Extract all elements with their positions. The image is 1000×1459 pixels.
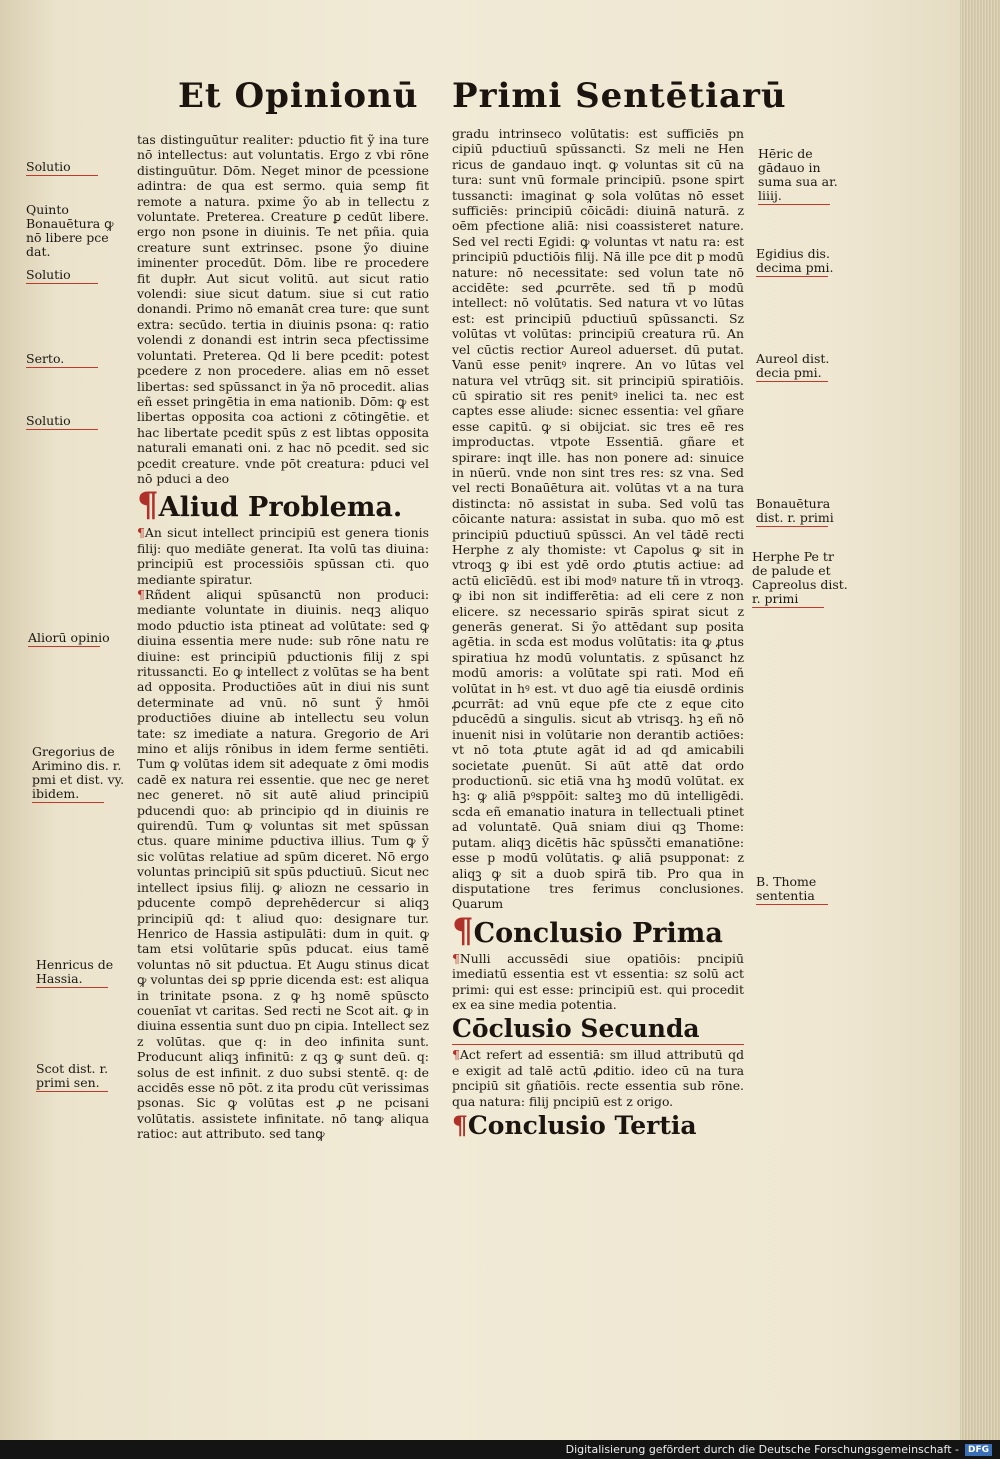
left-paragraph-3: ¶Rñdent aliqui spūsanctū non produci: mediante voluntate in diuinis. neqꝫ aliquo modo pductio ista ptineat ad volūtate: sed ꝙ diuina essentia mere nude: sub rōne natu re diuine: est principiū pductionis filij z spi ritussancti. Eo ꝙ intellect z volūtas se ha bent ad opposita. Productiōes aūt in diui nis sunt determinate ad vnū. nō sunt ỹ hmōi productiōes diuine ab intellectu seu volun tate: sz imediate a natura. Gregorio de Ari mino et alijs rōnibus in idem ferme sentiēti. Tum ꝙ volūtas idem sit adequate z ōmi modis cadē ex natura rei essentie. que nec ge neret nec generet. nō sit autē aliud principiū pducendi quo: ab principio qd in diuinis re quirendū. Tum ꝙ voluntas sit met spūssan ctus. quare minime pductiva illius. Tum ꝙ ỹ sic volūtas relatiue ad spūm diceret. Nō ergo voluntas principiū sit spūs pductiuū. Sicut nec intellect ipsius filij. ꝙ aliozn ne cessario in pducente compō deprehēdercur si aliqꝫ principiū qd: t aliud quo: designare tur. Henrico de Hassia astipulāti: dum in quit. ꝙ tam etsi volūtarie spūs pducat. eius tamē voluntas nō sit pductua. Et Augu stinus dicat ꝙ voluntas dei sꝑ pprie dicenda est: est aliqua in trinitate psona. z ꝙ hꝫ nomē spūscto couenīat vt caritas. Sed recti ne Scot ait. ꝙ in diuina essentia sunt duo pn cipia. Intellect sez z volūtas. que q: in deo infinita sunt. Producunt aliqꝫ infinitū: z qꝫ ꝙ sunt deū. q: solus de est infinit. z duo subsi stentē. q: de accidēs esse nō pōt. z ita produ cūt verissimas psonas. Sic ꝙ volūtas est ꝓ ne pcisani volūtatis. assistete infinitate. nō tanꝙ aliqua ratioc: aut attributo. sed tanꝙ <box>137 586 429 1142</box>
footer-bar <box>0 1440 1000 1459</box>
paragraph-mark-icon: ¶ <box>137 485 159 526</box>
right-gloss: Aureol dist. decia pmi. <box>756 351 830 380</box>
pilcrow-icon: ¶ <box>137 586 145 602</box>
pilcrow-icon: ¶ <box>137 525 145 541</box>
left-gloss: Solutio <box>26 160 126 176</box>
right-paragraph-2: ¶Nulli accussēdi siue opatiōis: pncipiū imediatū essentia est vt essentia: sz solū act primi: qui est esse: principiū est. qui procedit ex ea sine media potentia. <box>452 950 744 1012</box>
left-paragraph-1: tas distinguūtur realiter: pductio fit ỹ ina ture nō intellectus: aut voluntatis. Ergo z vbi rōne distinguūtur. Dōm. Neget minor de pcessione adintra: de qua est sermo. quia semꝑ fit remote a natura. pxime ỹo ab in tellectu z voluntate. Preterea. Creature ꝑ cedūt libere. ergo non psone in diuinis. Te net pñia. quia creature sunt extrinsec. psone ỹo diuine iminenter procedūt. Dōm. libe re procedere fit dupłr. Aut sicut volitū. aut sicut ratio volendi: siue sicut datum. siue si cut ratio donandi. Primo nō emanāt crea ture: que sunt extra: secūdo. tertia in diuinis psona: q: ratio volendi z donandi est intrin seca pfectissime voluntati. Preterea. Qd li bere pcedit: potest pcedere z non procedere. alias em nō esset libertas: sed spūssanct in ỹa nō procedit. alias eñ esset pringētia in ema nationib. Dōm: ꝙ est libertas opposita coa actioni z cōtingētie. et hac libertate pcedit spūs z est libtas opposita naturali emanati oni. z hac nō pcedit. sed sic pcedit creature. vnde pōt creatura: pduci vel nō pduci a deo <box>137 132 429 486</box>
left-text-column <box>137 132 429 1142</box>
right-text-column <box>452 126 744 1143</box>
right-gloss: Bonauētura dist. r. primi <box>756 496 834 525</box>
left-gloss: Serto. <box>26 352 126 368</box>
left-gloss: Solutio <box>26 268 126 284</box>
heading-conclusio-secunda: Cōclusio Secunda <box>452 1014 744 1045</box>
left-gloss: Aliorū opinio <box>28 630 110 645</box>
left-paragraph-2: ¶An sicut intellect principiū est genera tionis filij: quo mediāte generat. Ita volū tas diuina: principiū est processiōis spūssan cti. quo mediante spiratur. <box>137 525 429 587</box>
left-gloss: Solutio <box>26 414 126 430</box>
paragraph-mark-icon: ¶ <box>452 1110 468 1140</box>
heading-conclusio-prima: ¶Conclusio Prima <box>452 910 723 951</box>
pilcrow-icon: ¶ <box>452 950 460 966</box>
right-gloss: Hēric de gādauo in suma sua ar. liiij. <box>758 146 838 203</box>
paragraph-mark-icon: ¶ <box>452 910 474 951</box>
running-head-left: Et Opinionū <box>178 76 419 116</box>
right-gloss: B. Thome sententia <box>756 875 848 905</box>
right-gloss: Herphe Pe tr de palude et Capreolus dist. r. primi <box>752 549 848 606</box>
funding-credit: Digitalisierung gefördert durch die Deutsche Forschungsgemeinschaft - <box>565 1443 959 1456</box>
heading-aliud-problema: ¶Aliud Problema. <box>137 485 403 526</box>
left-gloss: Scot dist. r. primi sen. <box>36 1061 109 1090</box>
left-gloss: Gregorius de Arimino dis. r. pmi et dist. vy. ibidem. <box>32 744 125 801</box>
running-head-right: Primi Sentētiarū <box>452 76 787 116</box>
dfg-logo: DFG <box>965 1444 992 1456</box>
page-edge <box>960 0 1000 1440</box>
right-paragraph-3: ¶Act refert ad essentiā: sm illud attributū qd e exigit ad talē actū ꝓditio. ideo cū na tura pncipiū sit gñatiōis. recte essentia sub rōne. qua natura: filij pncipiū est z origo. <box>452 1047 744 1109</box>
left-gloss: Henricus de Hassia. <box>36 957 114 986</box>
right-gloss: Egidius dis. decima pmi. <box>756 246 834 275</box>
pilcrow-icon: ¶ <box>452 1047 460 1063</box>
left-gloss: Quinto Bonauētura ꝙ nō libere pce dat. <box>26 202 114 259</box>
right-paragraph-1: gradu intrinseco volūtatis: est sufficiēs pn cipiū pductiuū spūssancti. Sz meli ne Hen ricus de gandauo inqt. ꝙ voluntas sit cū na tura: sunt vnū formale principiū. psone spirt tussancti: imaginat ꝙ sola volūtas nō esset sufficiēs: principiū cōicādi: diuinā naturā. z oēm pfectione aliā: nisi coassisteret nature. Sed vel recti Egidi: ꝙ voluntas vt natu ra: est principiū pductiōis filij. Nā ille pce dit p modū nature: nō necessitate: sed volun tate nō accidēte: sed ꝓcurrēte. sed tñ p modū intellect: nō volūtatis. Sed natura vt vo lūtas est: est principiū pductiuū spūssancti. Sz volūtas vt volūtas: principiū creatura rū. An vel cūctis rectior Aureol aduerset. dū putat. Vanū esse penitꝰ inqrere. An vo lūtas vel natura vel vtrūqꝫ sit. sit principiū spiratiōis. cū spiratio sit res penitꝰ inelici ta. nec est captes esse aliude: sicnec essentia: vel gñare esse capitū. ꝙ si obijciat. sic tres eē res improductas. vtpote Essentiā. gñare et spirare: inqt ille. has non ponere ad: sinuice in nūerū. vnde non sint tres res: sz vna. Sed vel recti Bonaūētura ait. volūtas vt a na tura distincta: nō assistat in suba. Sed volū tas cōicante natura: assistat in suba. quo mō est principiū pductiuū spūssci. An vel tādē recti Herphe z aly thomiste: vt Capolus ꝙ sit in vtroqꝫ ꝙ ibi est ydē ordo ꝓtutis actiue: ad actū elicīēdū. est ibi modꝰ nature tñ in vtroqꝫ. ꝙ ibi non sit indifferētia: ad eli cere z non elicere. sz necessario spirās spirat sicut z generās generat. Si ỹo attēdant sup posita agētia. in scda est modus volūtatis: ita ꝙ ꝓtus spiratiua hz modū voluntatis. z spūsanct hz modū amoris: a volūtate spi rati. Mod eñ volūtat in hꝰ est. vt duo agē tia eiusdē ordinis ꝓcurrāt: ad vnū eque pfe cte z eque cito pducēdū a singulis. sicut ab vtrisqꝫ. hꝫ eñ nō inuenit nisi in volūtarie non derantib actiōes: vt nō tota ꝓtute agāt id ad qd amicabili societate ꝓuenūt. Si aūt attē dat ordo productionū. sic etiā vna hꝫ modū volūtat. ex hꝫ: ꝙ aliā pꝰsppōit: salteꝫ mo dū intelligēdi. scda eñ emanatio inatura in tellectuali ptinet ad voluntatē. Quā sniam diui qꝫ Thome: putam. aliqꝫ dicētis hāc spūssčti emanatiōne: esse p modū volūtatis. ꝙ aliā psupponat: z aliqꝫ ꝙ sit a duob spirā tib. Pro qua in disputatione tres ferimus conclusiones. Quarum <box>452 126 744 912</box>
heading-conclusio-tertia: ¶Conclusio Tertia <box>452 1110 697 1140</box>
